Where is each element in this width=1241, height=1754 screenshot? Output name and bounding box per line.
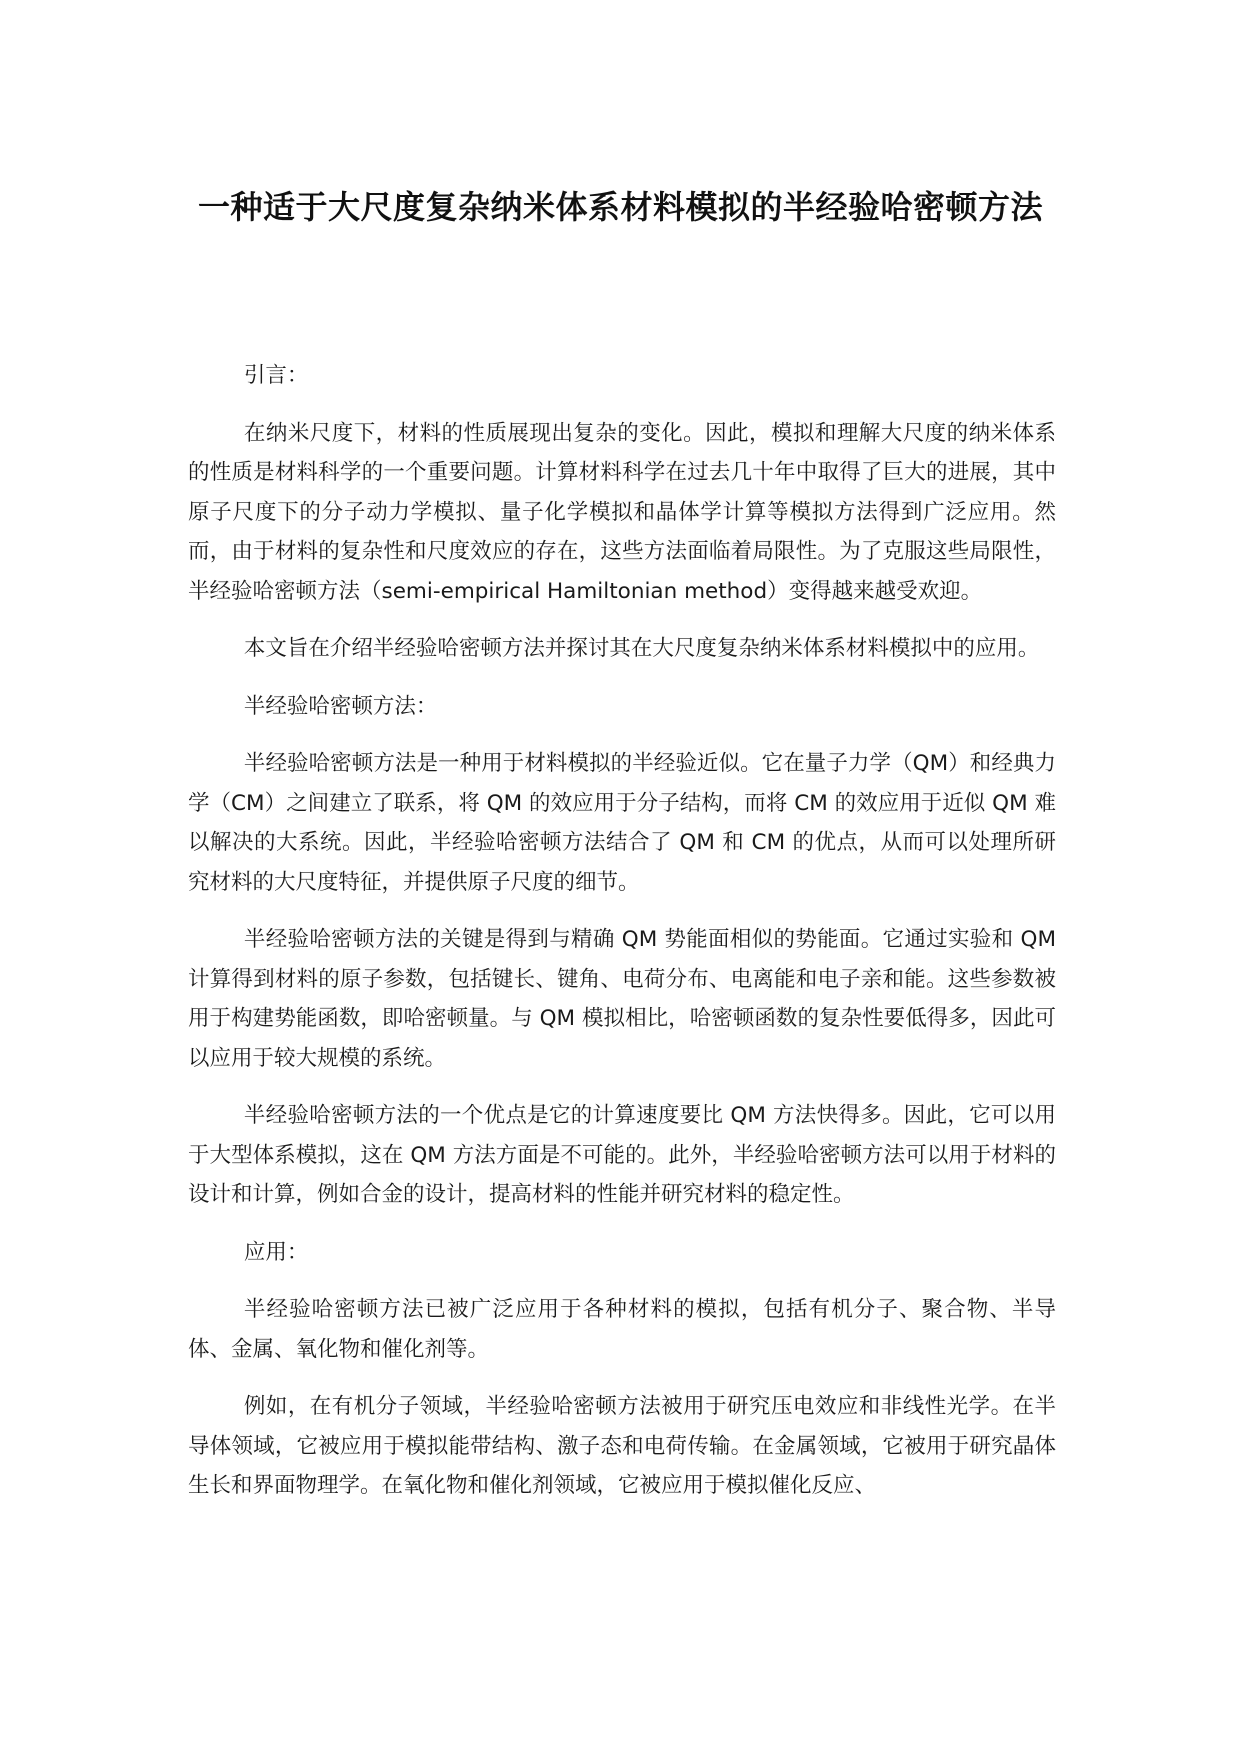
paragraph: 半经验哈密顿方法的关键是得到与精确 QM 势能面相似的势能面。它通过实验和 QM 计算得到材料的原子参数，包括键长、键角、电荷分布、电离能和电子亲和能。这些参数被用于构建势能函数，即哈密顿量。与 QM 模拟相比，哈密顿函数的复杂性要低得多，因此可以应用于较大规模的系统。 — [188, 927, 1056, 1071]
section-heading-method: 半经验哈密顿方法： — [243, 693, 438, 719]
paragraph: 半经验哈密顿方法已被广泛应用于各种材料的模拟，包括有机分子、聚合物、半导体、金属、氧化物和催化剂等。 — [188, 1297, 1056, 1362]
paragraph: 例如，在有机分子领域，半经验哈密顿方法被用于研究压电效应和非线性光学。在半导体领域，它被应用于模拟能带结构、激子态和电荷传输。在金属领域，它被用于研究晶体生长和界面物理学。在氧化物和催化剂领域，它被应用于模拟催化反应、 — [188, 1394, 1056, 1498]
section-heading-applications: 应用： — [243, 1239, 309, 1265]
paragraph: 半经验哈密顿方法是一种用于材料模拟的半经验近似。它在量子力学（QM）和经典力学（CM）之间建立了联系，将 QM 的效应用于分子结构，而将 CM 的效应用于近似 QM 难以解决的大系统。因此，半经验哈密顿方法结合了 QM 和 CM 的优点，从而可以处理所研究材料的大尺度特征，并提供原子尺度的细节。 — [188, 751, 1056, 895]
section-heading-introduction: 引言： — [243, 363, 309, 388]
paragraph: 在纳米尺度下，材料的性质展现出复杂的变化。因此，模拟和理解大尺度的纳米体系的性质是材料科学的一个重要问题。计算材料科学在过去几十年中取得了巨大的进展，其中原子尺度下的分子动力学模拟、量子化学模拟和晶体学计算等模拟方法得到广泛应用。然而，由于材料的复杂性和尺度效应的存在，这些方法面临着局限性。为了克服这些局限性，半经验哈密顿方法（semi-empirical Hamiltonian method）变得越来越受欢迎。 — [188, 420, 1056, 604]
document-body — [188, 356, 1056, 1524]
document-title: 一种适于大尺度复杂纳米体系材料模拟的半经验哈密顿方法 — [197, 188, 1043, 226]
paragraph: 半经验哈密顿方法的一个优点是它的计算速度要比 QM 方法快得多。因此，它可以用于大型体系模拟，这在 QM 方法方面是不可能的。此外，半经验哈密顿方法可以用于材料的设计和计算，例如合金的设计，提高材料的性能并研究材料的稳定性。 — [188, 1103, 1056, 1207]
paragraph: 本文旨在介绍半经验哈密顿方法并探讨其在大尺度复杂纳米体系材料模拟中的应用。 — [243, 636, 1040, 661]
